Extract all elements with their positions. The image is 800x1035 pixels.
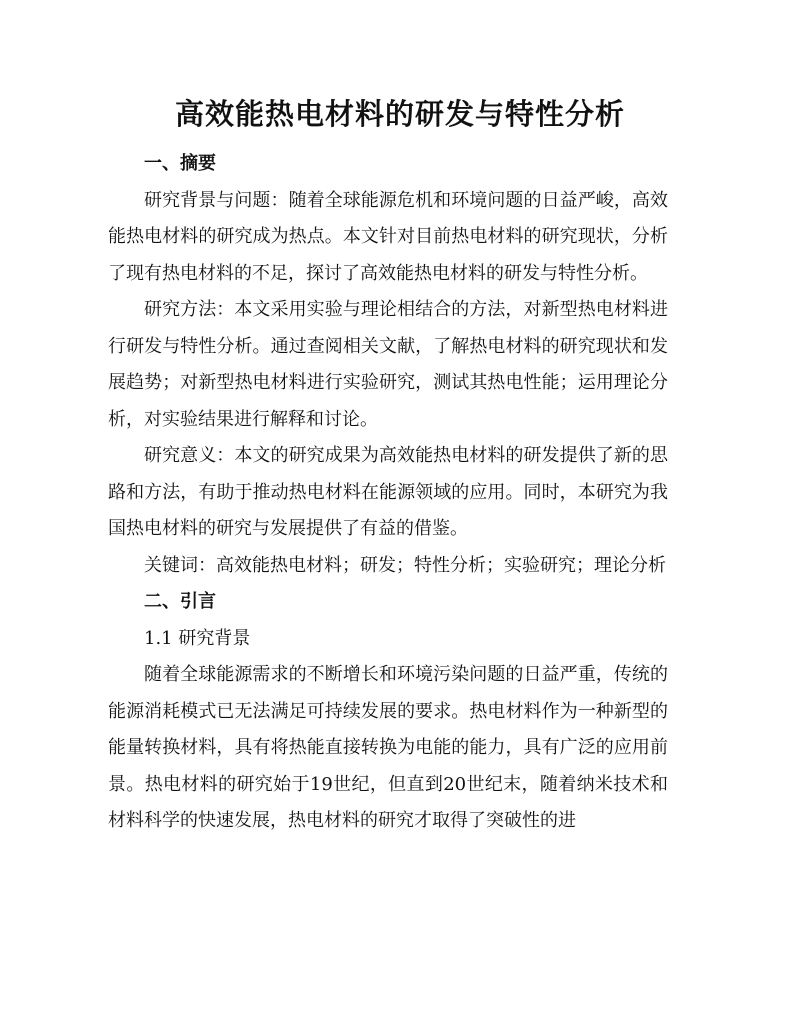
abstract-background-paragraph: 研究背景与问题：随着全球能源危机和环境问题的日益严峻，高效能热电材料的研究成为热点。本文针对目前热电材料的研究现状，分析了现有热电材料的不足，探讨了高效能热电材料的研发与特性分析。 [108, 189, 668, 284]
abstract-methods-paragraph: 研究方法：本文采用实验与理论相结合的方法，对新型热电材料进行研发与特性分析。通过查阅相关文献，了解热电材料的研究现状和发展趋势；对新型热电材料进行实验研究，测试其热电性能；运用理论分析，对实验结果进行解释和讨论。 [108, 299, 668, 430]
keywords-paragraph: 关键词：高效能热电材料；研发；特性分析；实验研究；理论分析 [144, 554, 666, 576]
introduction-paragraph: 随着全球能源需求的不断增长和环境污染问题的日益严重，传统的能源消耗模式已无法满足可持续发展的要求。热电材料作为一种新型的能量转换材料，具有将热能直接转换为电能的能力，具有广泛的应用前景。热电材料的研究始于19世纪，但直到20世纪末，随着纳米技术和材料科学的快速发展，热电材料的研究才取得了突破性的进 [108, 664, 668, 831]
document-title: 高效能热电材料的研发与特性分析 [174, 97, 625, 131]
abstract-significance-paragraph: 研究意义：本文的研究成果为高效能热电材料的研发提供了新的思路和方法，有助于推动热电材料在能源领域的应用。同时，本研究为我国热电材料的研究与发展提供了有益的借鉴。 [108, 445, 668, 539]
research-background-heading: 1.1 研究背景 [144, 627, 251, 649]
abstract-heading: 一、摘要 [144, 153, 216, 174]
introduction-heading: 二、引言 [144, 591, 216, 612]
document-body [108, 146, 668, 840]
